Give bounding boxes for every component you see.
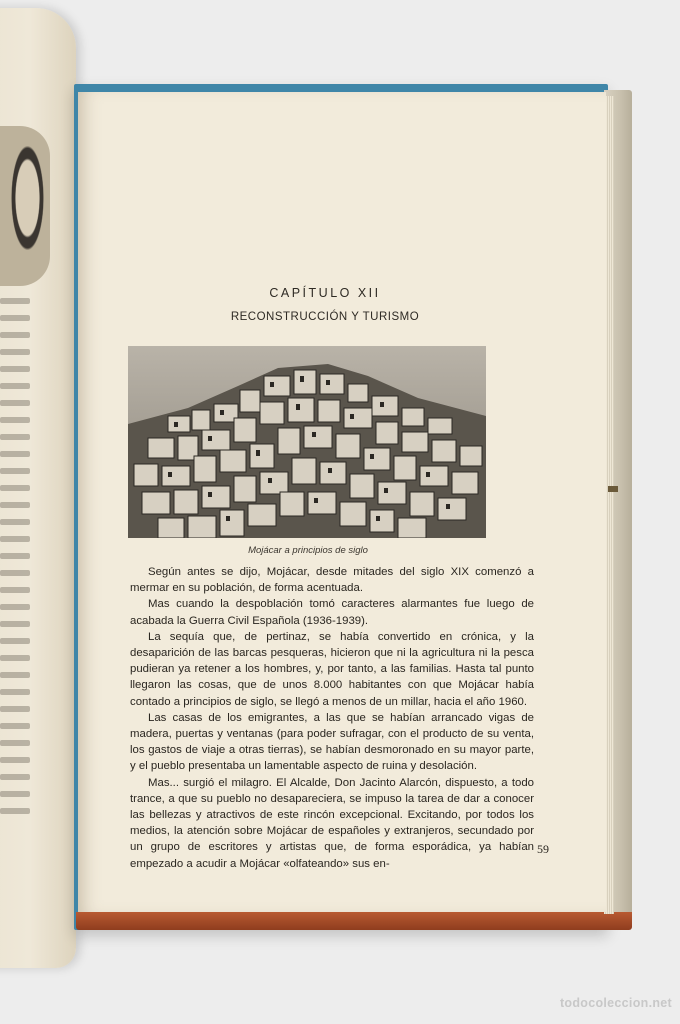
page-marker-tab [608, 486, 618, 492]
chapter-heading: CAPÍTULO XII [269, 286, 381, 300]
body-text [130, 564, 534, 872]
watermark: todocoleccion.net [559, 996, 672, 1010]
book-cover-bottom-edge [76, 912, 632, 930]
village-photo-icon [128, 346, 486, 538]
paragraph: Las casas de los emigrantes, a las que se habían arrancado vigas de madera, puertas y ventanas (para poder sufragar, con el producto de su venta, los gastos de viaje a otras tierras), se habían desmoronado en su mayor parte, y el pueblo presentaba un lamentable aspecto de ruina y desolación. [130, 711, 534, 773]
chapter-title: RECONSTRUCCIÓN Y TURISMO [230, 311, 420, 323]
paragraph: Mas cuando la despoblación tomó caracteres alarmantes fue luego de acabada la Guerra Civil Española (1936-1939). [130, 598, 534, 627]
left-facing-page [0, 8, 76, 968]
photo-caption: Mojácar a principios de siglo [248, 545, 368, 556]
page-number: 59 [537, 842, 549, 856]
left-page-text-fragments [0, 298, 30, 825]
portrait-illustration [0, 126, 50, 286]
paragraph: La sequía que, de pertinaz, se había convertido en crónica, y la desaparición de las barcas pesqueras, hicieron que ni la agricultura ni la pesca pudieran ya retener a los hombres, y, por tanto, a las familias. Hasta tal punto llegaron las cosas, que de unos 8.000 habitantes con que Mojácar había contado a principios de siglo, se llegó a menos de un millar, hacia el año 1960. [130, 630, 534, 708]
village-photo [128, 346, 486, 538]
paragraph: Mas... surgió el milagro. El Alcalde, Don Jacinto Alarcón, dispuesto, a todo trance, a que su pueblo no desapareciera, se impuso la tarea de dar a conocer las bellezas y atractivos de este rincón excepcional. Excitando, por todos los medios, la atención sobre Mojácar de españoles y extranjeros, secundado por un grupo de escritores y artistas que, de forma esporádica, ya habían empezado a acudir a Mojácar «olfateando» sus en- [130, 776, 534, 870]
paragraph: Según antes se dijo, Mojácar, desde mitades del siglo XIX comenzó a mermar en su población, de forma acentuada. [130, 566, 534, 595]
